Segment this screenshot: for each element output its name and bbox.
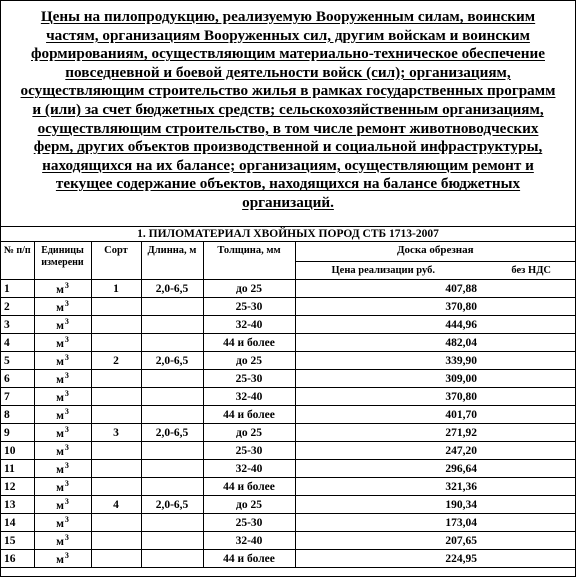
unit-base: м xyxy=(56,374,64,386)
unit-cell xyxy=(34,442,91,460)
title-line: повседневной и боевой деятельности войск (сил); организациям, xyxy=(65,63,511,81)
row-number-cell: 1 xyxy=(1,280,34,298)
thickness-cell: до 25 xyxy=(203,424,295,442)
unit-cell xyxy=(34,370,91,388)
length-cell: 2,0-6,5 xyxy=(141,424,203,442)
column-header-price xyxy=(295,262,575,280)
unit-cell xyxy=(34,388,91,406)
thickness-cell: 44 и более xyxy=(203,478,295,496)
row-number-cell: 4 xyxy=(1,334,34,352)
thickness-cell: до 25 xyxy=(203,352,295,370)
unit-cell xyxy=(34,424,91,442)
unit-cell xyxy=(34,280,91,298)
unit-cell xyxy=(34,478,91,496)
table-row xyxy=(1,406,575,424)
length-cell xyxy=(141,370,203,388)
unit-exponent: 3 xyxy=(64,335,69,344)
table-row xyxy=(1,370,575,388)
unit-cell xyxy=(34,352,91,370)
unit-exponent: 3 xyxy=(64,497,69,506)
unit-base: м xyxy=(56,338,64,350)
row-number-cell: 10 xyxy=(1,442,34,460)
row-number-cell: 12 xyxy=(1,478,34,496)
length-cell: 2,0-6,5 xyxy=(141,280,203,298)
price-cell: 207,65 xyxy=(295,532,575,550)
grade-cell xyxy=(91,298,141,316)
unit-cell xyxy=(34,298,91,316)
unit-cell xyxy=(34,460,91,478)
unit-base: м xyxy=(56,428,64,440)
price-cell: 173,04 xyxy=(295,514,575,532)
table-row xyxy=(1,352,575,370)
price-table xyxy=(1,227,575,568)
row-number-cell: 8 xyxy=(1,406,34,424)
unit-base: м xyxy=(56,554,64,566)
grade-cell: 4 xyxy=(91,496,141,514)
unit-base: м xyxy=(56,356,64,368)
grade-cell: 3 xyxy=(91,424,141,442)
title-line: ферм, других объектов производственной и социальной инфраструктуры, xyxy=(33,138,543,156)
table-row xyxy=(1,280,575,298)
vat-label: без НДС xyxy=(511,265,551,276)
column-header-num: № п/п xyxy=(1,242,34,280)
unit-exponent: 3 xyxy=(64,317,69,326)
grade-cell xyxy=(91,550,141,568)
price-cell: 339,90 xyxy=(295,352,575,370)
row-number-cell: 9 xyxy=(1,424,34,442)
price-cell: 247,20 xyxy=(295,442,575,460)
unit-base: м xyxy=(56,464,64,476)
price-cell: 190,34 xyxy=(295,496,575,514)
thickness-cell: 44 и более xyxy=(203,406,295,424)
unit-base: м xyxy=(56,518,64,530)
thickness-cell: до 25 xyxy=(203,496,295,514)
row-number-cell: 6 xyxy=(1,370,34,388)
unit-cell xyxy=(34,316,91,334)
table-row xyxy=(1,298,575,316)
length-cell xyxy=(141,334,203,352)
unit-exponent: 3 xyxy=(64,443,69,452)
grade-cell xyxy=(91,370,141,388)
thickness-cell: 32-40 xyxy=(203,388,295,406)
unit-exponent: 3 xyxy=(64,299,69,308)
table-row xyxy=(1,550,575,568)
thickness-cell: 25-30 xyxy=(203,442,295,460)
unit-exponent: 3 xyxy=(64,551,69,560)
title-line: и (или) за счет бюджетных средств; сельскохозяйственным организациям, xyxy=(32,100,544,118)
length-cell xyxy=(141,478,203,496)
thickness-cell: 32-40 xyxy=(203,532,295,550)
thickness-cell: 25-30 xyxy=(203,514,295,532)
length-cell xyxy=(141,514,203,532)
unit-base: м xyxy=(56,536,64,548)
unit-exponent: 3 xyxy=(64,353,69,362)
unit-base: м xyxy=(56,320,64,332)
unit-exponent: 3 xyxy=(64,281,69,290)
price-cell: 321,36 xyxy=(295,478,575,496)
thickness-cell: 25-30 xyxy=(203,298,295,316)
column-header-product: Доска обрезная xyxy=(295,242,575,262)
price-cell: 482,04 xyxy=(295,334,575,352)
table-row xyxy=(1,478,575,496)
price-cell: 401,70 xyxy=(295,406,575,424)
unit-base: м xyxy=(56,446,64,458)
thickness-cell: 44 и более xyxy=(203,334,295,352)
grade-cell xyxy=(91,388,141,406)
length-cell xyxy=(141,460,203,478)
table-row xyxy=(1,316,575,334)
grade-cell xyxy=(91,532,141,550)
length-cell xyxy=(141,442,203,460)
price-cell: 271,92 xyxy=(295,424,575,442)
table-row xyxy=(1,496,575,514)
unit-cell xyxy=(34,514,91,532)
title-line: формированиям, осуществляющим материально-техническое обеспечение xyxy=(30,45,545,63)
length-cell xyxy=(141,532,203,550)
unit-cell xyxy=(34,406,91,424)
unit-base: м xyxy=(56,410,64,422)
price-cell: 309,00 xyxy=(295,370,575,388)
grade-cell xyxy=(91,478,141,496)
price-cell: 407,88 xyxy=(295,280,575,298)
length-cell xyxy=(141,406,203,424)
grade-cell: 1 xyxy=(91,280,141,298)
row-number-cell: 3 xyxy=(1,316,34,334)
unit-exponent: 3 xyxy=(64,371,69,380)
table-row xyxy=(1,514,575,532)
grade-cell: 2 xyxy=(91,352,141,370)
title-line: осуществляющим строительство, в том числе ремонт животноводческих xyxy=(37,119,539,137)
unit-base: м xyxy=(56,302,64,314)
price-label: Цена реализации руб. xyxy=(331,265,435,276)
row-number-cell: 2 xyxy=(1,298,34,316)
unit-exponent: 3 xyxy=(64,533,69,542)
title-line: находящихся на их балансе; организациям, осуществляющим ремонт и xyxy=(42,156,534,174)
section-title: 1. ПИЛОМАТЕРИАЛ ХВОЙНЫХ ПОРОД СТБ 1713-2007 xyxy=(1,227,575,242)
length-cell xyxy=(141,316,203,334)
table-row xyxy=(1,442,575,460)
length-cell xyxy=(141,388,203,406)
thickness-cell: до 25 xyxy=(203,280,295,298)
price-cell: 224,95 xyxy=(295,550,575,568)
unit-exponent: 3 xyxy=(64,425,69,434)
row-number-cell: 16 xyxy=(1,550,34,568)
length-cell xyxy=(141,298,203,316)
unit-cell xyxy=(34,550,91,568)
grade-cell xyxy=(91,334,141,352)
column-header-length: Длинна, м xyxy=(141,242,203,280)
unit-exponent: 3 xyxy=(64,389,69,398)
unit-base: м xyxy=(56,284,64,296)
length-cell: 2,0-6,5 xyxy=(141,352,203,370)
grade-cell xyxy=(91,442,141,460)
price-cell: 444,96 xyxy=(295,316,575,334)
table-row xyxy=(1,424,575,442)
title-line: организаций. xyxy=(242,193,334,211)
price-cell: 296,64 xyxy=(295,460,575,478)
title-line: частям, организациям Вооруженных сил, другим войскам и воинским xyxy=(46,26,530,44)
grade-cell xyxy=(91,460,141,478)
table-row xyxy=(1,460,575,478)
grade-cell xyxy=(91,514,141,532)
grade-cell xyxy=(91,406,141,424)
unit-exponent: 3 xyxy=(64,515,69,524)
price-cell: 370,80 xyxy=(295,298,575,316)
title-line: Цены на пилопродукцию, реализуемую Вооруженным силам, воинским xyxy=(40,8,536,25)
thickness-cell: 32-40 xyxy=(203,316,295,334)
row-number-cell: 15 xyxy=(1,532,34,550)
table-row xyxy=(1,334,575,352)
price-cell: 370,80 xyxy=(295,388,575,406)
row-number-cell: 13 xyxy=(1,496,34,514)
thickness-cell: 44 и более xyxy=(203,550,295,568)
table-row xyxy=(1,388,575,406)
unit-cell xyxy=(34,532,91,550)
grade-cell xyxy=(91,316,141,334)
unit-cell xyxy=(34,334,91,352)
unit-base: м xyxy=(56,500,64,512)
unit-cell xyxy=(34,496,91,514)
title-line: текущее содержание объектов, находящихся на балансе бюджетных xyxy=(55,175,521,193)
length-cell: 2,0-6,5 xyxy=(141,496,203,514)
table-row xyxy=(1,532,575,550)
row-number-cell: 14 xyxy=(1,514,34,532)
column-header-grade: Сорт xyxy=(91,242,141,280)
thickness-cell: 32-40 xyxy=(203,460,295,478)
row-number-cell: 5 xyxy=(1,352,34,370)
column-header-thickness: Толщина, мм xyxy=(203,242,295,280)
unit-exponent: 3 xyxy=(64,479,69,488)
length-cell xyxy=(141,550,203,568)
thickness-cell: 25-30 xyxy=(203,370,295,388)
unit-base: м xyxy=(56,392,64,404)
unit-exponent: 3 xyxy=(64,407,69,416)
column-header-unit: Единицы измерени xyxy=(34,242,91,280)
unit-exponent: 3 xyxy=(64,461,69,470)
unit-base: м xyxy=(56,482,64,494)
row-number-cell: 7 xyxy=(1,388,34,406)
document-title xyxy=(1,1,575,227)
row-number-cell: 11 xyxy=(1,460,34,478)
title-line: осуществляющим строительство жилья в рамках государственных программ xyxy=(20,82,556,100)
